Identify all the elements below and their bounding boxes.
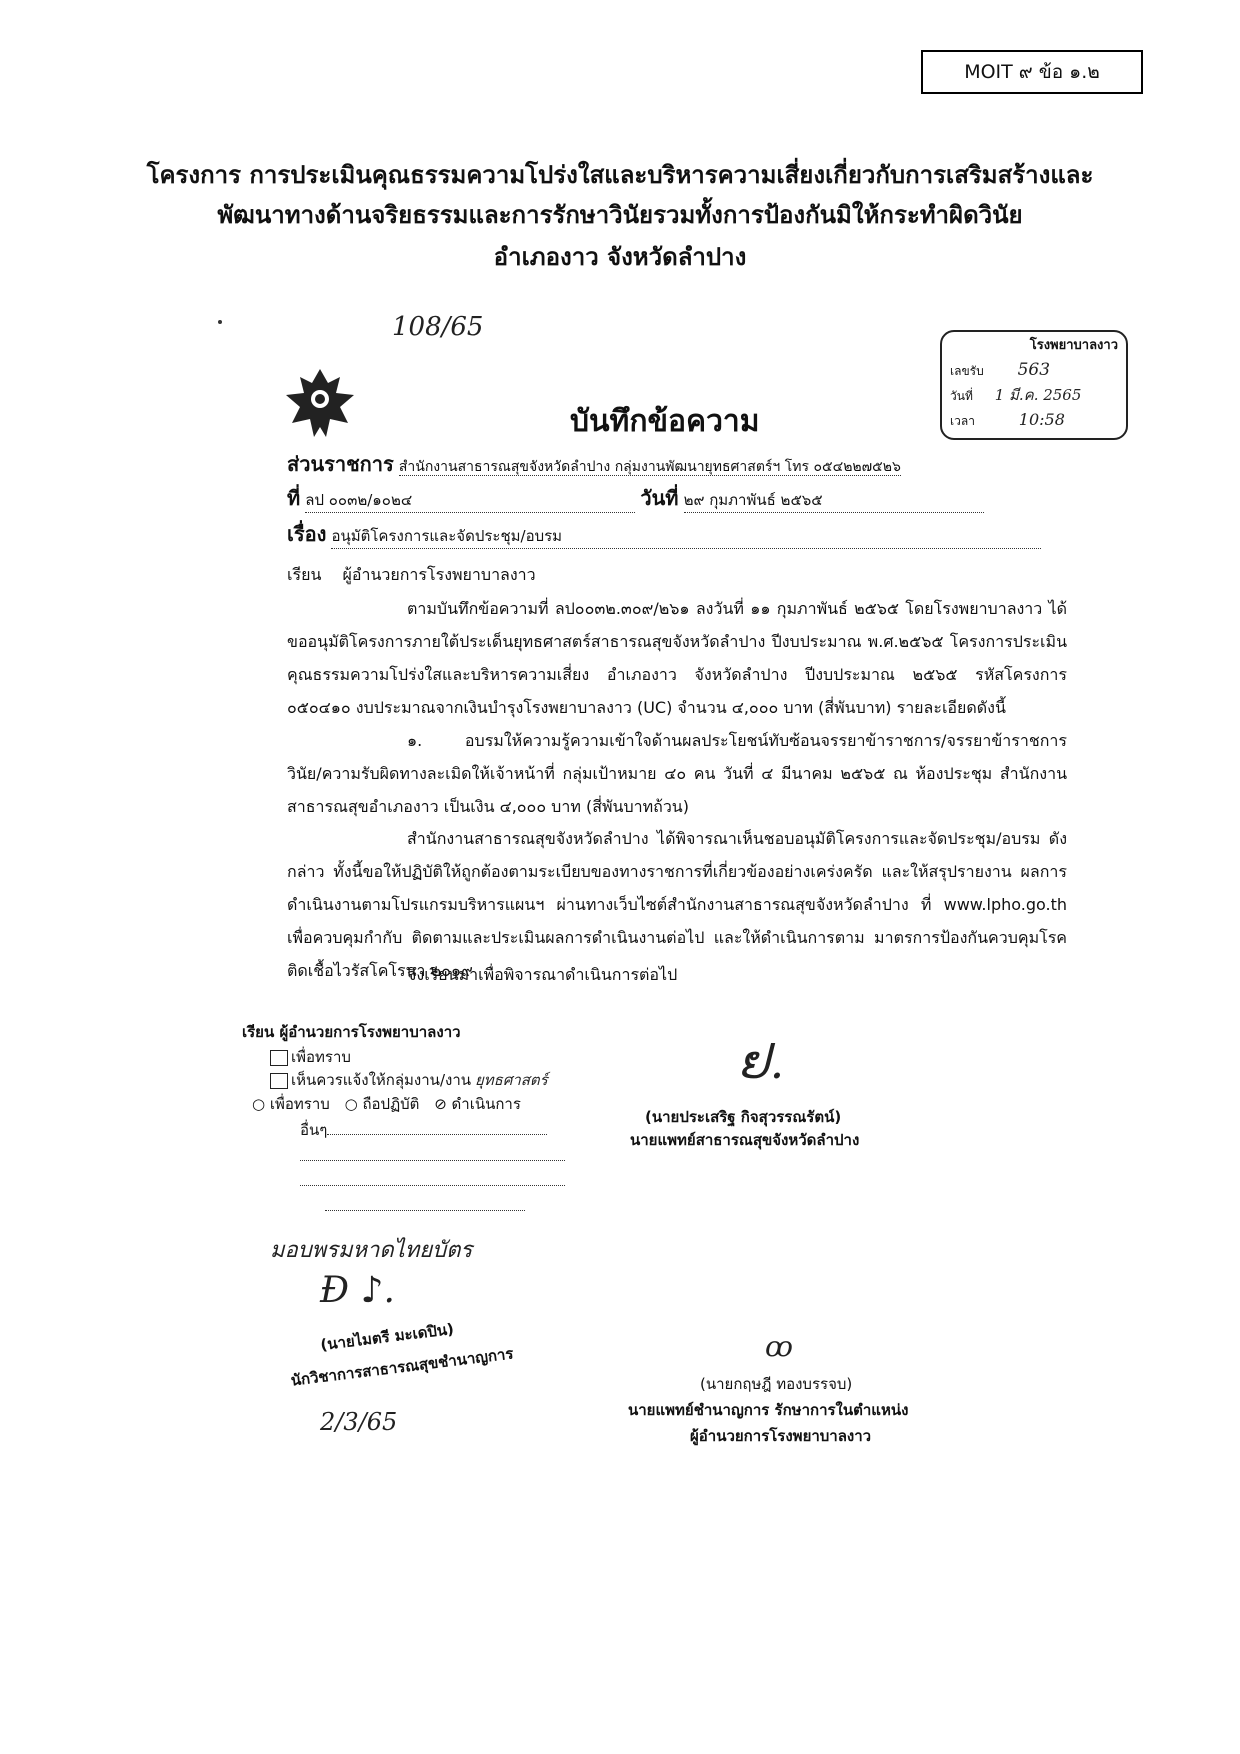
receipt-stamp: [940, 330, 1128, 440]
dotted-line: [300, 1160, 565, 1161]
routing-opt1: [270, 1045, 351, 1069]
radio-icon: ○: [344, 1095, 358, 1113]
stamp-time: 10:58: [1018, 410, 1065, 429]
memo-closing: จึงเรียนมาเพื่อพิจารณาดำเนินการต่อไป: [407, 965, 678, 984]
routing-opt3b: ถือปฏิบัติ: [362, 1095, 420, 1113]
stamp-time-label: เวลา: [950, 414, 975, 428]
signer3-position1: นายแพทย์ชำนาญการ รักษาการในตำแหน่ง: [628, 1401, 909, 1419]
signer3-name: (นายกฤษฎี ทองบรรจบ): [700, 1375, 853, 1393]
memo-para1: ตามบันทึกข้อความที่ ลป๐๐๓๒.๓๐๙/๒๖๑ ลงวันที่ ๑๑ กุมภาพันธ์ ๒๕๖๕ โดยโรงพยาบาลงาว ได้ขออนุมัติโครงการภายใต้ประเด็นยุทธศาสตร์สาธารณสุขจังหวัดลำปาง ปีงบประมาณ พ.ศ.๒๕๖๕ โครงการประเมินคุณธรรมความโปร่งใสและบริหารความเสี่ยง อำเภองาว จังหวัดลำปาง ปีงบประมาณ ๒๕๖๕ รหัสโครงการ ๐๕๐๔๑๐ งบประมาณจากเงินบำรุงโรงพยาบาลงาว (UC) จำนวน ๔,๐๐๐ บาท (สี่พันบาท) รายละเอียดดังนี้: [287, 599, 1067, 717]
memo-ref-row: [287, 482, 984, 514]
signature-1: ຢ.: [738, 1035, 785, 1089]
routing-opt2-label: เห็นควรแจ้งให้กลุ่มงาน/งาน: [291, 1071, 471, 1089]
routing-opt3a: เพื่อทราบ: [269, 1095, 330, 1113]
memo-subject-row: [287, 518, 1041, 550]
routing-to: เรียน ผู้อำนวยการโรงพยาบาลงาว: [242, 1023, 461, 1041]
memo-dept-row: [287, 448, 1047, 480]
stamp-date: 1 มี.ค. 2565: [994, 386, 1082, 404]
stamp-receive-label: เลขรับ: [950, 364, 984, 378]
signer3-position2: ผู้อำนวยการโรงพยาบาลงาว: [690, 1427, 872, 1445]
signer1-name: (นายประเสริฐ กิจสุวรรณรัตน์): [645, 1108, 842, 1126]
routing-opt2-hw: ยุทธศาสตร์: [475, 1071, 548, 1089]
project-title-line1: โครงการ การประเมินคุณธรรมความโปร่งใสและบริหารความเสี่ยงเกี่ยวกับการเสริมสร้างและ: [146, 161, 1094, 189]
dept-label: ส่วนราชการ: [287, 452, 394, 476]
dept-value: สำนักงานสาธารณสุขจังหวัดลำปาง กลุ่มงานพัฒนายุทธศาสตร์ฯ โทร ๐๕๔๒๒๗๕๒๖: [398, 459, 901, 475]
memo-para2: ๑. อบรมให้ความรู้ความเข้าใจด้านผลประโยชน์ทับซ้อนจรรยาข้าราชการ/จรรยาข้าราชการ วินัย/ความรับผิดทางละเมิดให้เจ้าหน้าที่ กลุ่มเป้าหมาย ๔๐ คน วันที่ ๔ มีนาคม ๒๕๖๕ ณ ห้องประชุม สำนักงานสาธารณสุขอำเภองาว เป็นเงิน ๔,๐๐๐ บาท (สี่พันบาทถ้วน): [287, 731, 1067, 816]
handwritten-date: 2/3/65: [320, 1408, 398, 1436]
garuda-emblem-icon: [282, 365, 358, 443]
routing-opt3c: ดำเนินการ: [451, 1095, 521, 1113]
date-label: วันที่: [640, 486, 679, 510]
to-value: ผู้อำนวยการโรงพยาบาลงาว: [342, 565, 536, 584]
ref-label: ที่: [287, 486, 301, 510]
to-label: เรียน: [287, 565, 322, 584]
subject-label: เรื่อง: [287, 522, 327, 546]
routing-opt1-label: เพื่อทราบ: [291, 1048, 351, 1066]
routing-opt3: [252, 1092, 521, 1116]
stamp-org: โรงพยาบาลงาว: [1029, 338, 1118, 353]
radio-checked-icon: ⊘: [434, 1095, 447, 1113]
routing-others: [300, 1118, 547, 1142]
memo-title: บันทึกข้อความ: [570, 404, 760, 439]
stamp-date-label: วันที่: [950, 389, 973, 403]
stamp-receive-no: 563: [1017, 360, 1051, 380]
dotted-line: [300, 1185, 565, 1186]
handwritten-note: มอบพรมหาดไทยบัตร: [270, 1238, 473, 1263]
project-title-line3: อำเภองาว จังหวัดลำปาง: [493, 243, 747, 271]
ref-value: ลป ๐๐๓๒/๑๐๒๔: [305, 488, 635, 513]
checkbox-icon: [270, 1050, 288, 1066]
date-value: ๒๙ กุมภาพันธ์ ๒๕๖๕: [684, 488, 984, 513]
memo-to-row: [287, 558, 536, 591]
scan-dot: [218, 320, 222, 324]
radio-icon: ○: [252, 1095, 266, 1113]
signature-3: ꝏ: [765, 1330, 793, 1363]
signer2-name: (นายไมตรี มะเดปิน): [319, 1319, 455, 1355]
routing-opt2: [270, 1068, 548, 1092]
memo-para3: สำนักงานสาธารณสุขจังหวัดลำปาง ได้พิจารณาเห็นชอบอนุมัติโครงการและจัดประชุม/อบรม ดังกล่าว ทั้งนี้ขอให้ปฏิบัติให้ถูกต้องตามระเบียบของทางราชการที่เกี่ยวข้องอย่างเคร่งครัด และให้สรุปรายงาน ผลการดำเนินงานตามโปรแกรมบริหารแผนฯ ผ่านทางเว็บไซต์สำนักงานสาธารณสุขจังหวัดลำปาง ที่ www.lpho.go.th เพื่อควบคุมกำกับ ติดตามและประเมินผลการดำเนินงานต่อไป และให้ดำเนินการตาม มาตรการป้องกันควบคุมโรคติดเชื้อไวรัสโคโรนา ๒๐๑๙: [287, 829, 1067, 980]
subject-value: อนุมัติโครงการและจัดประชุม/อบรม: [331, 524, 1041, 549]
handwritten-ref-number: 108/65: [392, 312, 484, 342]
signer1-position: นายแพทย์สาธารณสุขจังหวัดลำปาง: [630, 1131, 860, 1149]
checkbox-checked-icon: [270, 1073, 288, 1089]
moit-code-box: MOIT ๙ ข้อ ๑.๒: [921, 50, 1143, 94]
signature-2: Ɖ ♪.: [320, 1270, 395, 1311]
signer2-position: นักวิชาการสาธารณสุขชำนาญการ: [289, 1344, 515, 1390]
routing-others-label: อื่นๆ: [300, 1121, 328, 1139]
project-title-line2: พัฒนาทางด้านจริยธรรมและการรักษาวินัยรวมทั้งการป้องกันมิให้กระทำผิดวินัย: [217, 201, 1023, 229]
dotted-line: [325, 1210, 525, 1211]
